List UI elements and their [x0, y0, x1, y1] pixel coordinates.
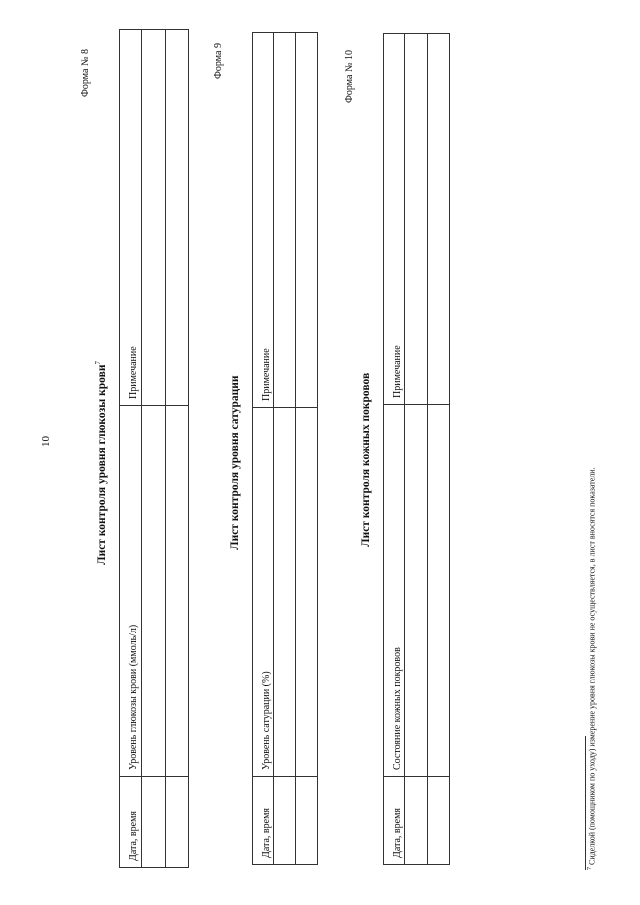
form-9-title: Лист контроля уровня сатурации: [229, 375, 241, 550]
form-10-label: Форма № 10: [344, 50, 355, 103]
column-header-date: Дата, время: [384, 777, 405, 865]
table-cell[interactable]: [274, 33, 296, 408]
column-header-note: Примечание: [120, 30, 142, 406]
form-9-label: Форма 9: [213, 43, 224, 79]
column-header-note: Примечание: [253, 33, 274, 408]
table-cell[interactable]: [405, 34, 428, 405]
table-cell[interactable]: [166, 30, 189, 406]
form-9-table: [252, 32, 318, 865]
table-cell[interactable]: [142, 777, 166, 868]
column-header-saturation: Уровень сатурации (%): [253, 408, 274, 777]
table-cell[interactable]: [405, 777, 428, 865]
footnote: $^7$ Сиделкой (помощником по уходу) измерение уровня глюкозы крови не осуществляется, в лист вносятся показатели.: [587, 467, 597, 870]
table-cell[interactable]: [428, 777, 450, 865]
form-8-table: [119, 29, 189, 868]
column-header-date: Дата, время: [253, 777, 274, 865]
table-cell[interactable]: [166, 406, 189, 777]
table-cell[interactable]: [296, 408, 318, 777]
table-cell[interactable]: [274, 408, 296, 777]
page-number: 10: [40, 436, 52, 447]
form-8-title: Лист контроля уровня глюкозы крови$^7$: [94, 361, 108, 565]
form-10-table: [383, 33, 450, 865]
table-cell[interactable]: [142, 30, 166, 406]
column-header-glucose: Уровень глюкозы крови (ммоль/л): [120, 406, 142, 777]
table-cell[interactable]: [405, 405, 428, 777]
form-10-title: Лист контроля кожных покровов: [360, 372, 372, 547]
table-cell[interactable]: [428, 34, 450, 405]
table-cell[interactable]: [166, 777, 189, 868]
table-cell[interactable]: [296, 777, 318, 865]
table-cell[interactable]: [296, 33, 318, 408]
column-header-date: Дата, время: [120, 777, 142, 868]
table-cell[interactable]: [142, 406, 166, 777]
footnote-separator: [585, 736, 586, 870]
column-header-skin: Состояние кожных покровов: [384, 405, 405, 777]
table-cell[interactable]: [428, 405, 450, 777]
table-cell[interactable]: [274, 777, 296, 865]
form-8-label: Форма № 8: [80, 49, 91, 97]
column-header-note: Примечание: [384, 34, 405, 405]
